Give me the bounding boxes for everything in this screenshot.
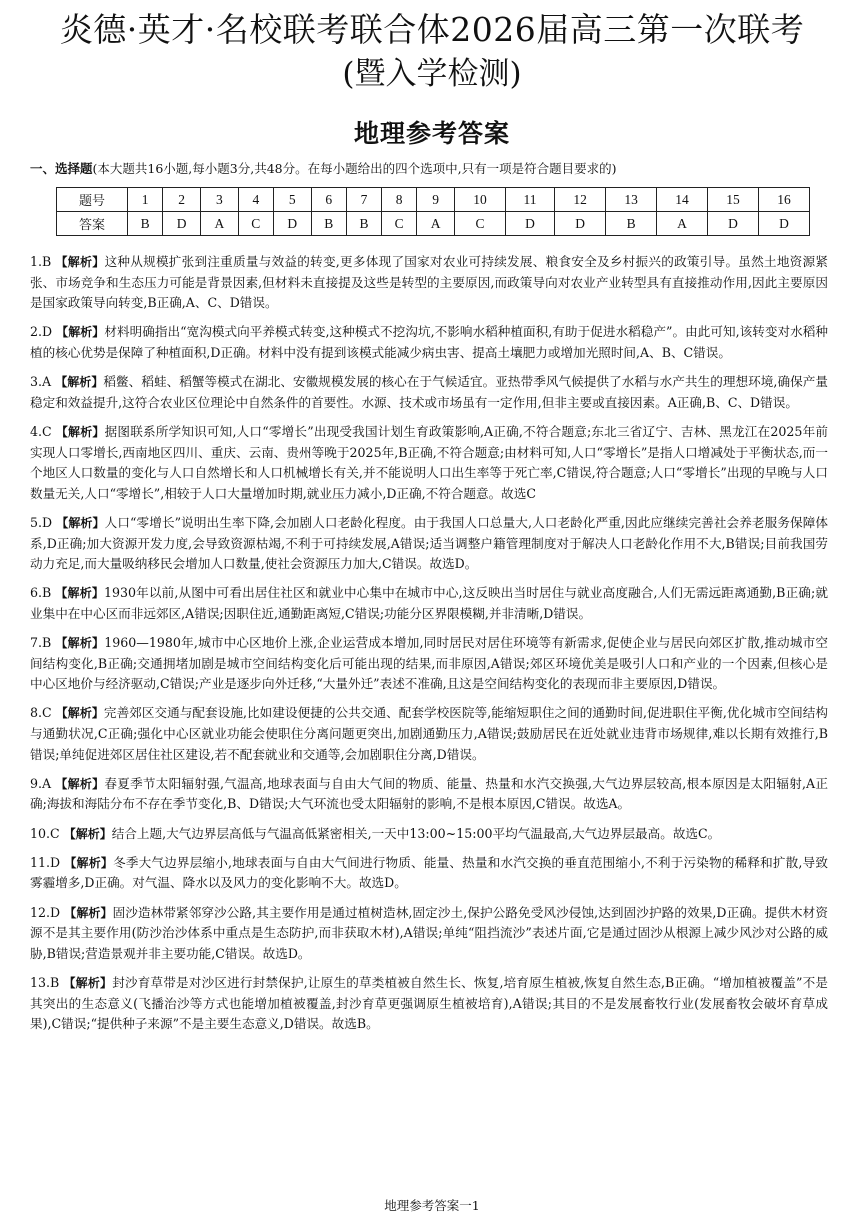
answer-cell: B xyxy=(128,212,163,236)
explanation-item xyxy=(30,824,828,845)
answer-cell: C xyxy=(455,212,506,236)
explanation-item xyxy=(30,372,828,413)
question-number: 14 xyxy=(657,188,708,212)
question-number: 11 xyxy=(505,188,554,212)
analysis-tag: 【解析】 xyxy=(64,855,114,870)
explanation-item xyxy=(30,903,828,965)
exam-title: 炎德·英才·名校联考联合体2026届高三第一次联考 xyxy=(59,10,805,49)
answer-cell: C xyxy=(238,212,273,236)
answer-cell: A xyxy=(417,212,455,236)
question-number: 16 xyxy=(758,188,809,212)
explanation-item xyxy=(30,853,828,894)
analysis-tag: 【解析】 xyxy=(55,636,105,651)
item-number: 9.A xyxy=(30,775,52,791)
item-number: 8.C xyxy=(30,705,52,721)
answer-cell: D xyxy=(758,212,809,236)
section-note: (本大题共16小题,每小题3分,共48分。在每小题给出的四个选项中,只有一项是符合题目要求的) xyxy=(92,161,617,176)
item-text: 封沙育草带是对沙区进行封禁保护,让原生的草类植被自然生长、恢复,培育原生植被,恢复自然生态,B正确。“增加植被覆盖”不是其突出的生态意义(飞播治沙等方式也能增加植被覆盖,封沙育草更强调原生植被培育),A错误;其目的不是发展畜牧行业(发展畜牧会破坏育草成果),C错误;“提供种子来源”不是主要生态意义,D错误。故选B。 xyxy=(30,974,828,1032)
item-text: 春夏季节太阳辐射强,气温高,地球表面与自由大气间的物质、能量、热量和水汽交换强,大气边界层较高,根本原因是太阳辐射,A正确;海拔和海陆分布不存在季节变化,B、D错误;大气环流也受太阳辐射的影响,不是根本原因,C错误。故选A。 xyxy=(30,775,828,812)
item-number: 11.D xyxy=(30,854,61,870)
item-text: 据图联系所学知识可知,人口“零增长”出现受我国计划生育政策影响,A正确,不符合题意;东北三省辽宁、吉林、黑龙江在2025年前实现人口零增长,西南地区四川、重庆、云南、贵州等晚于2025年,B正确,不符合题意;由材料可知,人口“零增长”是指人口增减处于平衡状态,而一个地区人口数量的变化与人口自然增长和人口机械增长有关,并不能说明人口出生率等于死亡率,C错误,符合题意;人口“零增长”出现的早晚与人口数量无关,人口“零增长”,相较于人口大量增加时期,就业压力减小,D正确,不符合题意。故选C xyxy=(30,423,828,501)
item-number: 4.C xyxy=(30,423,52,439)
answer-cell: B xyxy=(311,212,346,236)
analysis-tag: 【解析】 xyxy=(55,706,104,721)
analysis-tag: 【解析】 xyxy=(64,905,113,920)
item-number: 3.A xyxy=(30,374,52,390)
question-number: 5 xyxy=(273,188,311,212)
explanation-item xyxy=(30,774,828,815)
analysis-tag: 【解析】 xyxy=(56,515,105,530)
item-text: 完善郊区交通与配套设施,比如建设便捷的公共交通、配套学校医院等,能缩短职住之间的通勤时间,促进职住平衡,优化城市空间结构与通勤状况,C正确;强化中心区就业功能会使职住分离问题更突出,加剧通勤压力,A错误;鼓励居民在近处就业违背市场规律,难以长期有效推行,B错误;单纯促进郊区居住社区建设,若不配套就业和交通等,会加剧职住分离,D错误。 xyxy=(30,705,828,762)
answer-cell: A xyxy=(200,212,238,236)
answer-row xyxy=(57,212,810,236)
question-number: 3 xyxy=(200,188,238,212)
item-text: 固沙造林带紧邻穿沙公路,其主要作用是通过植树造林,固定沙土,保护公路免受风沙侵蚀,达到固沙护路的效果,D正确。提供木材资源不是其主要作用(防沙治沙体系中重点是生态防护,而非获取木材),A错误;单纯“阻挡流沙”表述片面,它是通过固沙从根源上减少风沙对公路的威胁,B错误;营造景观并非主要功能,C错误。故选D。 xyxy=(30,904,828,961)
item-number: 2.D xyxy=(30,324,53,340)
question-number: 9 xyxy=(417,188,455,212)
question-number: 12 xyxy=(555,188,606,212)
row-label-answer: 答案 xyxy=(57,212,128,236)
section-heading xyxy=(30,160,616,178)
item-number: 13.B xyxy=(30,974,60,990)
answer-cell: C xyxy=(382,212,417,236)
question-number: 4 xyxy=(238,188,273,212)
row-label-number: 题号 xyxy=(57,188,128,212)
question-number: 1 xyxy=(128,188,163,212)
answer-cell: B xyxy=(606,212,657,236)
explanations xyxy=(30,252,828,1043)
question-number-row xyxy=(57,188,810,212)
answer-cell: D xyxy=(273,212,311,236)
analysis-tag: 【解析】 xyxy=(55,586,104,601)
question-number: 2 xyxy=(163,188,201,212)
item-number: 12.D xyxy=(30,904,61,920)
exam-subtitle: (暨入学检测) xyxy=(342,56,522,92)
explanation-item xyxy=(30,513,828,575)
item-number: 6.B xyxy=(30,585,52,601)
answer-cell: B xyxy=(346,212,381,236)
analysis-tag: 【解析】 xyxy=(63,826,112,841)
item-number: 10.C xyxy=(30,825,60,841)
answer-cell: D xyxy=(163,212,201,236)
item-number: 5.D xyxy=(30,514,53,530)
analysis-tag: 【解析】 xyxy=(56,325,105,340)
item-number: 1.B xyxy=(30,254,52,269)
page-footer: 地理参考答案一1 xyxy=(384,1198,480,1213)
item-text: 冬季大气边界层缩小,地球表面与自由大气间进行物质、能量、热量和水汽交换的垂直范围缩小,不利于污染物的稀释和扩散,导致雾霾增多,D正确。对气温、降水以及风力的变化影响不大。故选D。 xyxy=(30,854,828,891)
item-text: 1960—1980年,城市中心区地价上涨,企业运营成本增加,同时居民对居住环境等有新需求,促使企业与居民向郊区扩散,推动城市空间结构变化,B正确;交通拥堵加剧是城市空间结构变化后可能出现的结果,而非原因,A错误;郊区环境优美是吸引人口和产业的一个因素,但核心是中心区地价与经济驱动,C错误;产业是逐步向外迁移,“大量外迁”表述不准确,且这是空间结构变化的表现而非主要原因,D错误。 xyxy=(30,635,828,692)
answer-table xyxy=(56,187,810,236)
explanation-item xyxy=(30,703,828,765)
answer-cell: D xyxy=(555,212,606,236)
question-number: 8 xyxy=(382,188,417,212)
analysis-tag: 【解析】 xyxy=(55,776,105,791)
item-text: 人口“零增长”说明出生率下降,会加剧人口老龄化程度。由于我国人口总量大,人口老龄化严重,因此应继续完善社会养老服务保障体系,D正确;加大资源开发力度,会导致资源枯竭,不利于可持续发展,A错误;适当调整户籍管理制度对于解决人口老龄化作用不大,B错误;目前我国劳动力充足,而大量吸纳移民会增加人口数量,使社会资源压力加大,C错误。故选D。 xyxy=(30,514,828,572)
explanation-item xyxy=(30,422,828,504)
subject-heading: 地理参考答案 xyxy=(353,119,510,148)
item-text: 结合上题,大气边界层高低与气温高低紧密相关,一天中13:00~15:00平均气温最高,大气边界层最高。故选C。 xyxy=(111,825,721,841)
item-text: 稻鳖、稻蛙、稻蟹等模式在湖北、安徽规模发展的核心在于气候适宜。亚热带季风气候提供了水稻与水产共生的理想环境,确保产量稳定和效益提升,这符合农业区位理论中自然条件的首要性。水源、技术或市场虽有一定作用,但非主要或直接因素。A正确,B、C、D错误。 xyxy=(30,374,828,410)
explanation-item xyxy=(30,973,828,1035)
explanation-item xyxy=(30,252,828,314)
item-text: 1930年以前,从图中可看出居住社区和就业中心集中在城市中心,这反映出当时居住与就业高度融合,人们无需远距离通勤,B正确;就业集中在中心区而非远郊区,A错误;因职住近,通勤距离短,C错误;功能分区界限模糊,并非清晰,D错误。 xyxy=(30,585,828,621)
explanation-item xyxy=(30,583,828,624)
analysis-tag: 【解析】 xyxy=(63,975,113,990)
item-text: 材料明确指出“宽沟模式向平养模式转变,这种模式不挖沟坑,不影响水稻种植面积,有助于促进水稻稳产”。由此可知,该转变对水稻种植的核心优势是保障了种植面积,D正确。材料中没有提到该模式能减少病虫害、提高土壤肥力或增加光照时间,A、B、C错误。 xyxy=(30,324,828,360)
answer-cell: D xyxy=(505,212,554,236)
question-number: 6 xyxy=(311,188,346,212)
question-number: 15 xyxy=(708,188,759,212)
item-number: 7.B xyxy=(30,635,52,651)
item-text: 这种从规模扩张到注重质量与效益的转变,更多体现了国家对农业可持续发展、粮食安全及乡村振兴的政策引导。虽然土地资源紧张、市场竞争和生态压力可能是背景因素,但材料未直接提及这些是转型的主要原因,而政策导向对农业产业转型具有直接推动作用,因此主要原因是国家政策导向转变,B正确,A、C、D错误。 xyxy=(30,254,828,311)
answer-cell: D xyxy=(708,212,759,236)
question-number: 13 xyxy=(606,188,657,212)
analysis-tag: 【解析】 xyxy=(55,255,105,269)
section-title: 一、选择题 xyxy=(30,161,93,176)
question-number: 7 xyxy=(346,188,381,212)
analysis-tag: 【解析】 xyxy=(55,424,105,439)
explanation-item xyxy=(30,633,828,695)
question-number: 10 xyxy=(455,188,506,212)
analysis-tag: 【解析】 xyxy=(55,375,104,390)
answer-cell: A xyxy=(657,212,708,236)
explanation-item xyxy=(30,322,828,363)
